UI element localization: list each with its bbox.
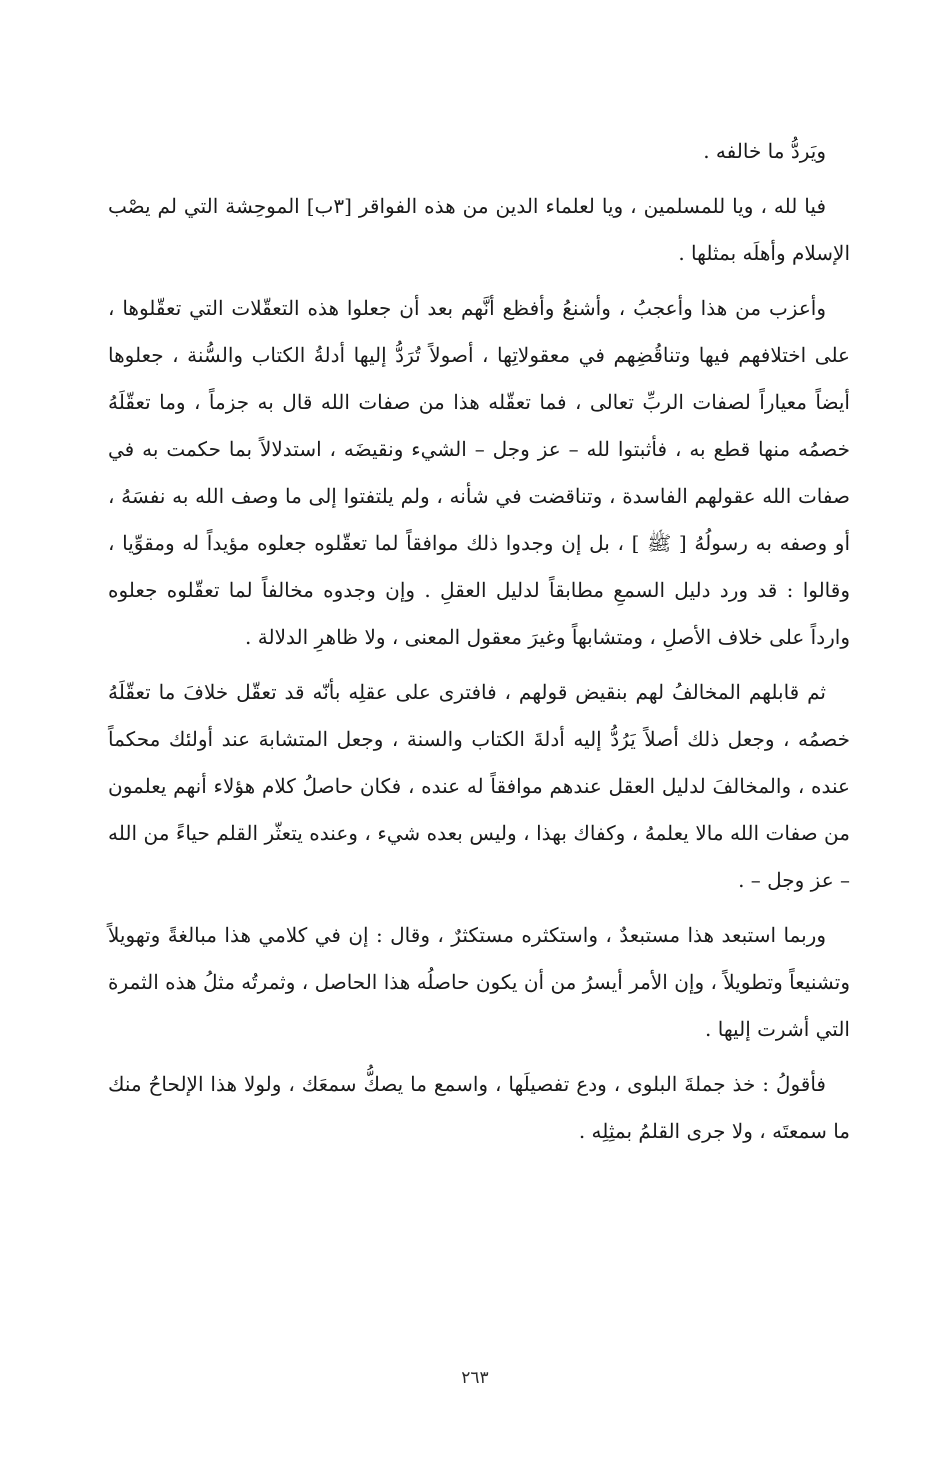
paragraph: فيا لله ، ويا للمسلمين ، ويا لعلماء الدين من هذه الفواقر [٣ب] الموحِشة التي لم يصْب الإسلام وأهلَه بمثلها . — [108, 194, 850, 265]
body-text — [108, 128, 850, 1163]
paragraph: وربما استبعد هذا مستبعدٌ ، واستكثره مستكثرٌ ، وقال : إن في كلامي هذا مبالغةً وتهويلاً وتشنيعاً وتطويلاً ، وإن الأمر أيسرُ من أن يكون حاصلُه هذا الحاصل ، وثمرتُه مثلُ هذه الثمرة التي أشرت إليها . — [108, 923, 850, 1041]
paragraph: ويَردُّ ما خالفه . — [703, 139, 826, 163]
page-number: ٢٦٣ — [461, 1368, 489, 1388]
paragraph: وأعزب من هذا وأعجبُ ، وأشنعُ وأفظع أنَّهم بعد أن جعلوا هذه التعقّلات التي تعقّلوها ، على اختلافهم فيها وتناقُضِهم في معقولاتِها ، أصولاً تُرَدُّ إليها أدلةُ الكتاب والسُّنة ، جعلوها أيضاً معياراً لصفات الربِّ تعالى ، فما تعقّله هذا من صفات الله قال به جزماً ، وما تعقّلَهُ خصمُه منها قطع به ، فأثبتوا لله – عز وجل – الشيء ونقيضَه ، استدلالاً بما حكمت به في صفات الله عقولهم الفاسدة ، وتناقضت في شأنه ، ولم يلتفتوا إلى ما وصف الله به نفسَهُ ، أو وصفه به رسولُهُ [ ﷺ ] ، بل إن وجدوا ذلك موافقاً لما تعقّلوه جعلوه مؤيداً له ومقوِّيا ، وقالوا : قد ورد دليل السمعِ مطابقاً لدليل العقلِ . وإن وجدوه مخالفاً لما تعقّلوه جعلوه وارداً على خلاف الأصلِ ، ومتشابهاً وغيرَ معقول المعنى ، ولا ظاهرِ الدلالة . — [108, 296, 850, 649]
paragraph: فأقولُ : خذ جملةَ البلوى ، ودع تفصيلَها ، واسمع ما يصكُّ سمعَك ، ولولا هذا الإلحاحُ منك ما سمعتَه ، ولا جرى القلمُ بمثِلِه . — [108, 1072, 850, 1143]
paragraph: ثم قابلهم المخالفُ لهم بنقيض قولهم ، فافترى على عقلِه بأنّه قد تعقّل خلافَ ما تعقّلَهُ خصمُه ، وجعل ذلك أصلاً يَرُدُّ إليه أدلةَ الكتاب والسنة ، وجعل المتشابهَ عند أولئك محكماً عنده ، والمخالفَ لدليل العقل عندهم موافقاً له عنده ، فكان حاصلُ كلام هؤلاء أنهم يعلمون من صفات الله مالا يعلمهُ ، وكفاك بهذا ، وليس بعده شيء ، وعنده يتعثّر القلم حياءً من الله – عز وجل – . — [108, 680, 850, 892]
